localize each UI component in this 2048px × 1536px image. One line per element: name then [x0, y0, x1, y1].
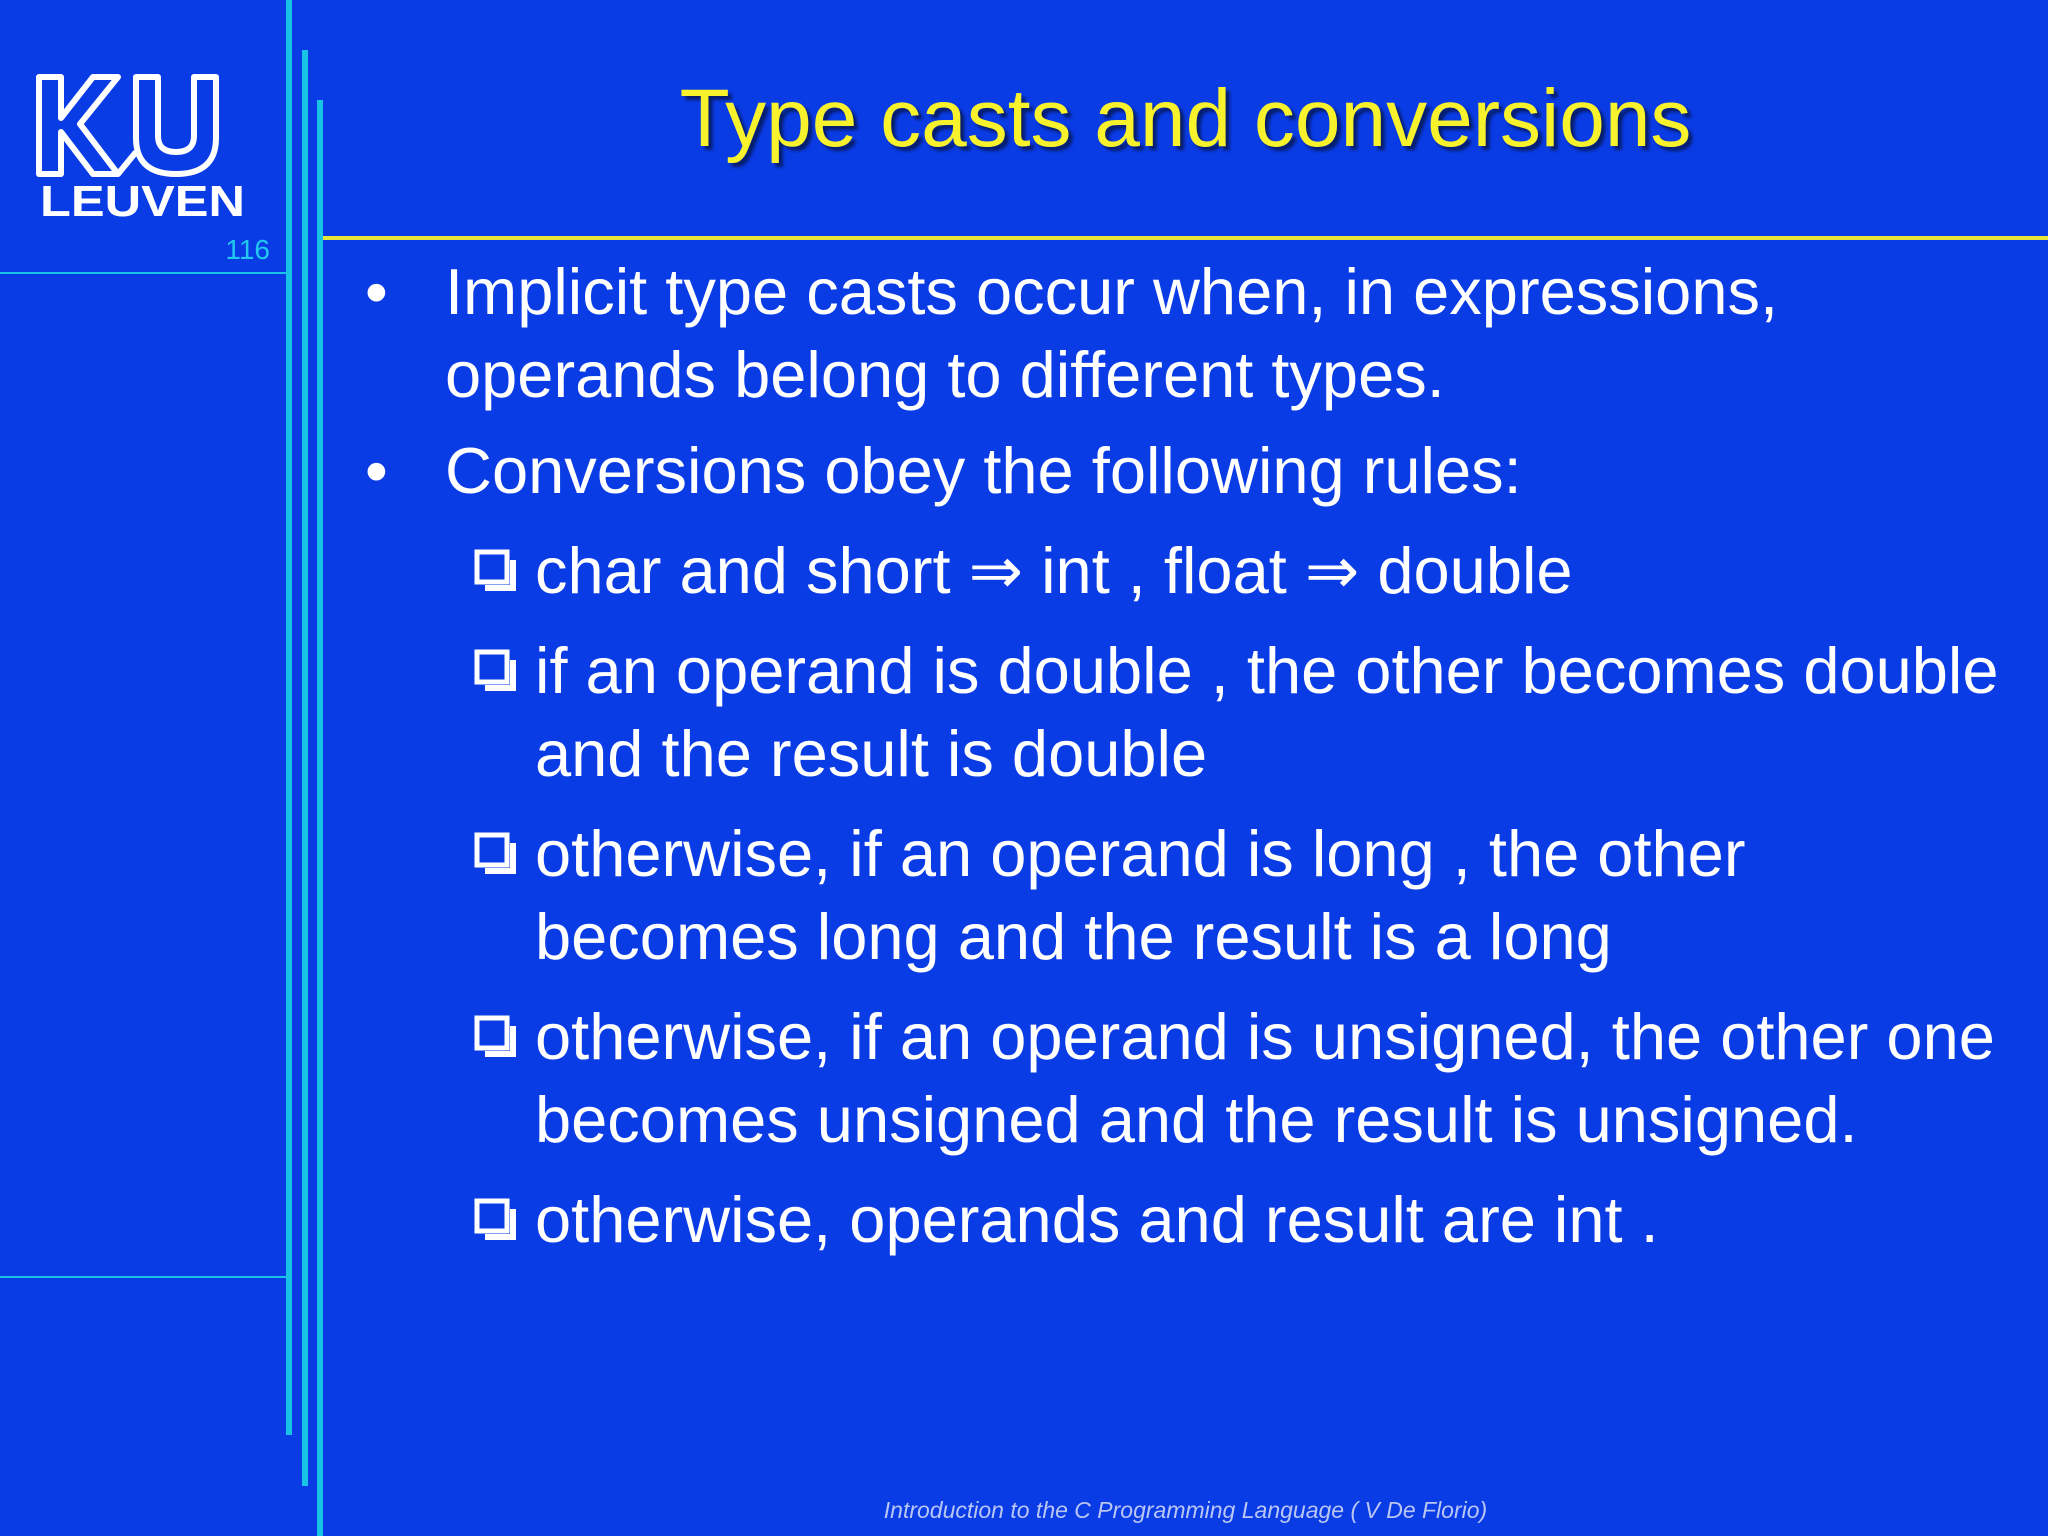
sub-bullet-item — [360, 995, 2020, 1161]
slide-number: 116 — [225, 234, 270, 265]
sub-bullet-item — [360, 629, 2020, 795]
ku-leuven-logo — [36, 74, 250, 224]
bullet-dot-icon: • — [365, 434, 388, 507]
hollow-square-bullet-icon — [473, 1014, 517, 1058]
bullet-text: Implicit type casts occur when, in expressions, operands belong to different types. — [445, 255, 1779, 411]
sub-bullet-item — [360, 529, 2020, 612]
title-underline — [323, 236, 2048, 240]
slide-footer: Introduction to the C Programming Language ( V De Florio) — [883, 1497, 1488, 1523]
vertical-rule — [317, 100, 323, 1536]
sub-bullet-text: otherwise, if an operand is long , the other becomes long and the result is a long — [535, 817, 1746, 973]
vertical-rule — [286, 0, 292, 1435]
hollow-square-bullet-icon — [473, 648, 517, 692]
svg-text:LEUVEN: LEUVEN — [40, 177, 245, 224]
bullet-text: Conversions obey the following rules: — [445, 434, 1522, 507]
sub-bullet-item — [360, 1178, 2020, 1261]
hollow-square-bullet-icon — [473, 831, 517, 875]
slide-body — [360, 250, 2020, 1261]
sub-bullet-text: otherwise, if an operand is unsigned, the other one becomes unsigned and the result is unsigned. — [535, 1000, 1995, 1156]
sub-bullet-text: char and short ⇒ int , float ⇒ double — [535, 534, 1573, 607]
bullet-item — [360, 250, 2020, 416]
bullet-dot-icon: • — [365, 255, 388, 328]
sub-bullet-text: if an operand is double , the other becomes double and the result is double — [535, 634, 1999, 790]
sub-bullet-text: otherwise, operands and result are int . — [535, 1183, 1659, 1256]
hollow-square-bullet-icon — [473, 1197, 517, 1241]
hollow-square-bullet-icon — [473, 548, 517, 592]
vertical-rule — [302, 50, 308, 1486]
sub-bullet-item — [360, 812, 2020, 978]
bullet-item — [360, 429, 2020, 512]
side-panel-frame — [0, 272, 286, 1278]
slide-title: Type casts and conversions — [679, 73, 1692, 164]
